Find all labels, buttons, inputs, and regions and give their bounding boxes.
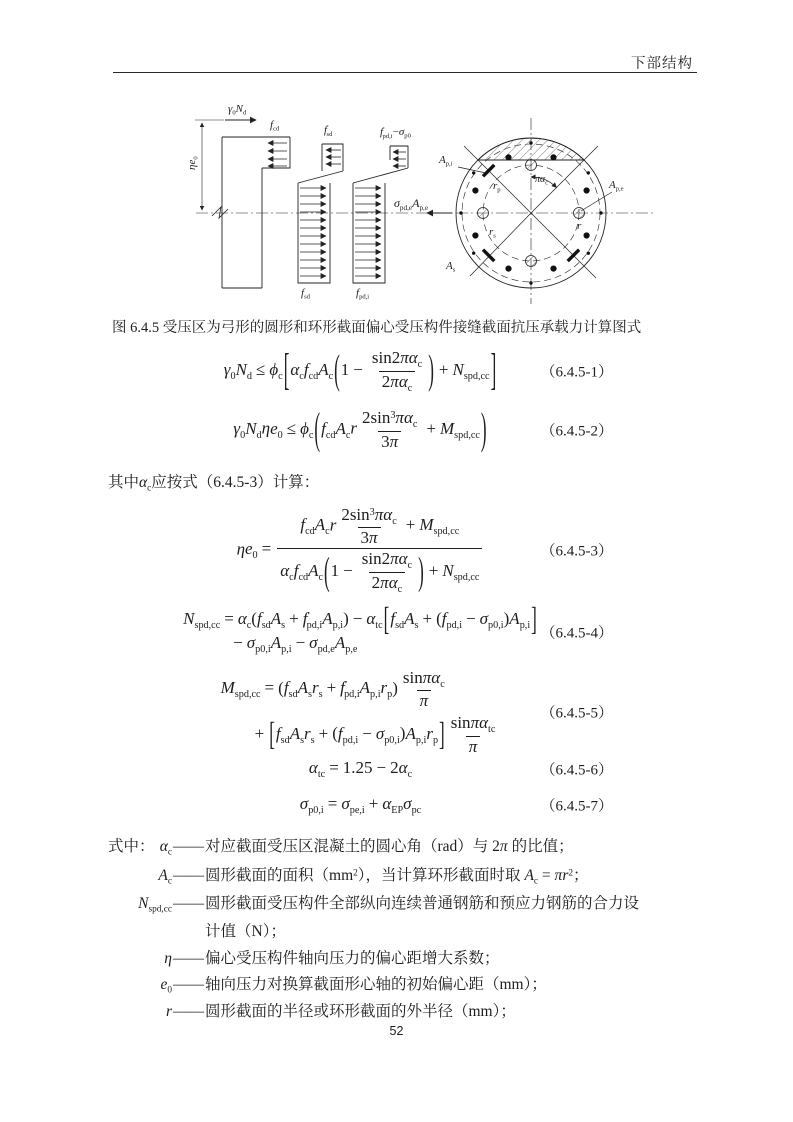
definition-e0 [108, 972, 696, 996]
definition-dash: —— [173, 838, 204, 855]
equation-body: $\gamma_0N_d \le \phi_c[\alpha_cf_{cd}A_c(1$ − $\frac{\sin 2\pi\alpha_c}{2\pi\alpha_c}$ ) + $N_{spd,cc}$] [223, 345, 497, 395]
equation-body: $\gamma_0N_d\eta e_0 \le \phi_c(f_{cd}A_cr$ $\frac{2\sin^3\pi\alpha_c}{3\pi}$ + $M_{spd,cc}$) [233, 404, 487, 454]
figure-caption: 图 6.4.5 受压区为弓形的圆形和环形截面偏心受压构件接缝截面抗压承载力计算图式 [112, 320, 642, 336]
equation-body: $\alpha_{tc} = 1.25 - 2\alpha_c$ [308, 757, 413, 781]
definition-eta [108, 946, 696, 968]
definition-symbol-zone [108, 834, 172, 858]
definition-symbol: η [164, 950, 172, 967]
header-section-title: 下部结构 [631, 56, 693, 72]
definition-symbol: $A_c$ [158, 867, 172, 887]
equation-number: （6.4.5-1） [540, 364, 613, 381]
label-f-pd-bottom: $f_{pd,i}$ [356, 287, 370, 301]
definition-text: 圆形截面的面积$(mm^2)$，当计算环形截面时取 $A_c = \pi r^2$； [205, 867, 589, 887]
label-f-sd-bottom: $f_{sd}$ [301, 287, 310, 301]
definition-N-spdcc [108, 891, 696, 915]
definition-alpha-c [108, 834, 696, 858]
equation-body [183, 601, 538, 656]
equation-number: （6.4.5-6） [540, 762, 613, 779]
equation-line: + $[f_{sd}A_sr_s + (f_{pd,i} - \sigma_{p0,i})A_{p,i}r_p]$ $\frac{\sin\pi\alpha_{tc}}{\pi}$ [254, 713, 496, 756]
equation-number: （6.4.5-3） [540, 543, 613, 560]
definition-symbol: r [165, 1003, 172, 1020]
figure-6-4-5 [90, 95, 710, 317]
definitions-lead: 式中： [108, 838, 155, 855]
label-r-p: $r_p$ [493, 180, 501, 194]
label-r: r [577, 220, 582, 232]
definition-text: 圆形截面的半径或环形截面的外半径（mm）； [205, 1003, 516, 1020]
definition-text: 圆形截面受压构件全部纵向连续普通钢筋和预应力钢筋的合力设 [205, 895, 640, 912]
equation-body: $\sigma_{p0,i} = \sigma_{pe,i} + \alpha_{EP}\sigma_{pc}$ [299, 793, 422, 817]
label-axial-load: $\gamma_0N_d$ [228, 103, 247, 117]
label-eta-e0: $\eta e_0$ [186, 156, 200, 170]
label-A-pi: $A_{p,i}$ [439, 154, 453, 168]
equation-number: （6.4.5-4） [540, 625, 613, 642]
header-rule [113, 72, 697, 73]
equation-6-4-5-1 [108, 338, 613, 404]
equation-body: $\eta e_0$ = $f_{cd}A_cr$ $\frac{2\sin^3\pi\alpha_c}{3\pi}$ + $M_{spd,cc}$ $\alpha_cf_{cd}A_c(1$ − $\frac{\sin 2\pi\alpha_c}{2\pi\alpha_c}$ ) + $N_{spd,cc}$ [237, 505, 485, 596]
label-f-pd-top: $f'_{pd,i}-\sigma_{p0}$ [380, 126, 411, 140]
label-f-cd: $f_{cd}$ [270, 119, 280, 133]
definition-symbol: $\alpha_c$ [159, 838, 172, 858]
definition-N-spdcc-continuation: 计值（N）； [205, 923, 286, 940]
definition-text: 对应截面受压区混凝土的圆心角（rad）与 2π 的比值； [205, 838, 574, 855]
definition-dash: —— [173, 976, 204, 993]
equation-body [221, 668, 501, 757]
definition-text: 偏心受压构件轴向压力的偏心距增大系数； [205, 950, 500, 967]
definition-r [108, 999, 696, 1021]
equation-number: （6.4.5-2） [540, 423, 613, 440]
equation-6-4-5-3 [108, 496, 613, 604]
definition-dash: —— [173, 950, 204, 967]
equation-line: $M_{spd,cc} = (f_{sd}A_sr_s + f'_{pd,i}A_{p,i}r_p)$ $\frac{\sin\pi\alpha_c}{\pi}$ [220, 667, 445, 711]
label-r-s: $r_s$ [489, 226, 496, 240]
intro-text: 其中$\alpha_c$应按式（6.4.5-3）计算： [108, 474, 320, 494]
definition-text: 轴向压力对换算截面形心轴的初始偏心距（mm）； [205, 976, 547, 993]
equation-number: （6.4.5-5） [540, 705, 613, 722]
equation-number: （6.4.5-7） [540, 798, 613, 815]
definition-A-c [108, 863, 696, 887]
label-f-sd-top: $f'_{sd}$ [324, 124, 333, 138]
equation-6-4-5-7 [108, 791, 613, 819]
equation-6-4-5-4 [108, 602, 613, 662]
label-A-s: $A_s$ [446, 260, 456, 274]
label-pi-alpha-c: $\pi\alpha_c$ [535, 174, 548, 187]
equation-6-4-5-5 [108, 668, 613, 756]
label-A-pe: $A_{p,e}$ [609, 179, 624, 193]
definition-dash: —— [173, 1003, 204, 1020]
definition-symbol: $N_{spd,cc}$ [138, 895, 172, 915]
equation-line: $N_{spd,cc} = \alpha_c(f_{sd}A_s + f'_{pd,i}A_{p,i}) - \alpha_{tc}[f_{sd}A_s + (f_{pd,i} - \sigma_{p0,i})A_{p,i}]$ [183, 601, 537, 638]
equation-6-4-5-2 [108, 398, 613, 462]
definition-dash: —— [173, 867, 204, 884]
equation-6-4-5-6 [108, 757, 613, 781]
definition-dash: —— [173, 895, 204, 912]
definition-symbol: $e_0$ [160, 976, 172, 996]
label-sigma-pde: $\sigma_{pd,e}A_{p,e}$ [394, 196, 429, 212]
page-number: 52 [389, 1024, 404, 1038]
equation-line: − $\sigma_{p0,i}A_{p,i} - \sigma_{pd,e}A_{p,e}$ [233, 633, 358, 656]
